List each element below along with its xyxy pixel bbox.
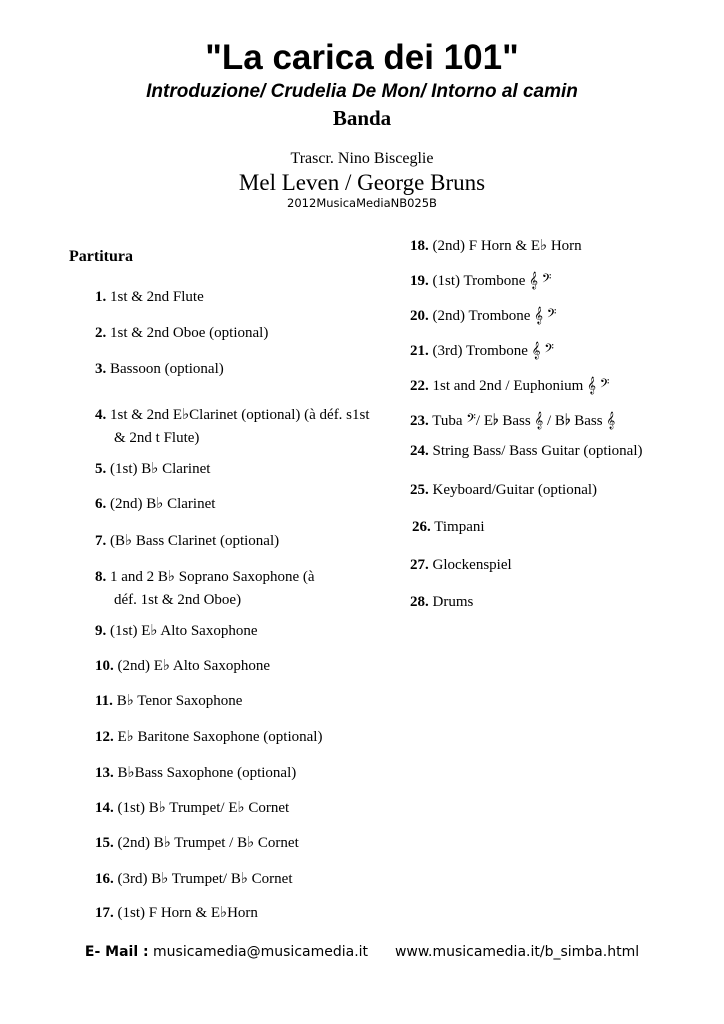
item-number: 9.	[95, 623, 107, 639]
item-number: 5.	[95, 461, 107, 477]
item-text: B♭ Tenor Saxophone	[116, 693, 243, 709]
transcriber-credit: Trascr. Nino Bisceglie	[290, 150, 434, 167]
list-item	[95, 620, 257, 643]
item-text: 1st & 2nd Flute	[110, 289, 204, 305]
list-item	[95, 690, 242, 713]
item-text: Timpani	[434, 519, 485, 535]
email-label: E- Mail :	[84, 944, 149, 960]
list-item	[412, 516, 485, 539]
item-text: (1st) F Horn & E♭Horn	[117, 905, 258, 921]
item-number: 7.	[95, 533, 107, 549]
item-number: 14.	[95, 800, 114, 816]
item-number: 21.	[410, 343, 429, 359]
item-number: 19.	[410, 273, 429, 289]
list-item	[410, 591, 473, 614]
list-item	[95, 797, 289, 820]
item-number: 1.	[95, 289, 107, 305]
item-number: 4.	[95, 407, 107, 423]
item-text: (2nd) B♭ Clarinet	[110, 496, 216, 512]
item-text: Drums	[432, 594, 474, 610]
item-number: 17.	[95, 905, 114, 921]
item-text: (B♭ Bass Clarinet (optional)	[110, 533, 280, 549]
item-number: 8.	[95, 569, 107, 585]
list-item	[95, 286, 204, 309]
item-text: (1st) Trombone 𝄞 𝄢	[432, 273, 552, 289]
item-number: 13.	[95, 765, 114, 781]
item-number: 3.	[95, 361, 107, 377]
item-number: 6.	[95, 496, 107, 512]
list-item	[410, 235, 582, 258]
item-continuation: déf. 1st & 2nd Oboe)	[114, 592, 242, 608]
item-text: (2nd) E♭ Alto Saxophone	[117, 658, 270, 674]
item-text: Bassoon (optional)	[110, 361, 224, 377]
item-text: 1st and 2nd / Euphonium 𝄞 𝄢	[432, 378, 610, 394]
item-text: (1st) E♭ Alto Saxophone	[110, 623, 258, 639]
item-text: (1st) B♭ Clarinet	[110, 461, 211, 477]
item-text: (3rd) Trombone 𝄞 𝄢	[432, 343, 554, 359]
list-item	[95, 902, 258, 925]
list-item	[95, 530, 279, 553]
list-item	[410, 479, 597, 502]
list-item	[95, 762, 296, 785]
item-text: 1 and 2 B♭ Soprano Saxophone (à	[110, 569, 315, 585]
item-number: 10.	[95, 658, 114, 674]
item-number: 20.	[410, 308, 429, 324]
composers-credit: Mel Leven / George Bruns	[238, 170, 486, 195]
list-item	[95, 404, 370, 450]
item-text: (2nd) Trombone 𝄞 𝄢	[432, 308, 557, 324]
list-item	[410, 375, 609, 398]
item-text: String Bass/ Bass Guitar (optional)	[432, 443, 643, 459]
list-item	[95, 458, 210, 481]
item-text: (1st) B♭ Trumpet/ E♭ Cornet	[117, 800, 290, 816]
footer	[0, 944, 724, 960]
list-item	[410, 270, 551, 293]
item-number: 25.	[410, 482, 429, 498]
item-text: E♭ Baritone Saxophone (optional)	[117, 729, 323, 745]
item-text: B♭Bass Saxophone (optional)	[117, 765, 297, 781]
list-item	[95, 655, 270, 678]
item-number: 12.	[95, 729, 114, 745]
list-item	[95, 868, 293, 891]
page-subtitle: Introduzione/ Crudelia De Mon/ Intorno al camin	[146, 81, 578, 102]
item-number: 16.	[95, 871, 114, 887]
item-number: 28.	[410, 594, 429, 610]
page-title: "La carica dei 101"	[205, 38, 519, 77]
ensemble-label: Banda	[332, 106, 392, 130]
item-text: (3rd) B♭ Trumpet/ B♭ Cornet	[117, 871, 293, 887]
item-number: 22.	[410, 378, 429, 394]
item-number: 23.	[410, 413, 429, 429]
item-text: (2nd) B♭ Trumpet / B♭ Cornet	[117, 835, 299, 851]
list-item	[95, 726, 322, 749]
list-item	[95, 566, 315, 612]
catalog-code: 2012MusicaMediaNB025B	[287, 196, 437, 210]
item-number: 26.	[412, 519, 431, 535]
list-item	[410, 305, 556, 328]
item-text: 1st & 2nd E♭Clarinet (optional) (à déf. s1st	[110, 407, 370, 423]
item-continuation: & 2nd t Flute)	[114, 430, 200, 446]
item-number: 15.	[95, 835, 114, 851]
item-text: 1st & 2nd Oboe (optional)	[110, 325, 269, 341]
list-item	[410, 440, 643, 463]
item-text: Keyboard/Guitar (optional)	[432, 482, 598, 498]
item-number: 18.	[410, 238, 429, 254]
list-item	[95, 358, 224, 381]
item-number: 24.	[410, 443, 429, 459]
list-item	[410, 340, 554, 363]
item-number: 2.	[95, 325, 107, 341]
list-item	[410, 410, 615, 433]
list-item	[410, 554, 512, 577]
list-item	[95, 493, 215, 516]
item-text: (2nd) F Horn & E♭ Horn	[432, 238, 582, 254]
item-text: Glockenspiel	[432, 557, 512, 573]
website-link[interactable]: www.musicamedia.it/b_simba.html	[394, 944, 640, 960]
section-title: Partitura	[69, 248, 133, 265]
item-text: Tuba 𝄢/ E♭ Bass 𝄞 / B♭ Bass 𝄞	[432, 413, 616, 429]
list-item	[95, 832, 299, 855]
item-number: 27.	[410, 557, 429, 573]
email-link[interactable]: musicamedia@musicamedia.it	[153, 944, 369, 960]
list-item	[95, 322, 268, 345]
item-number: 11.	[95, 693, 113, 709]
